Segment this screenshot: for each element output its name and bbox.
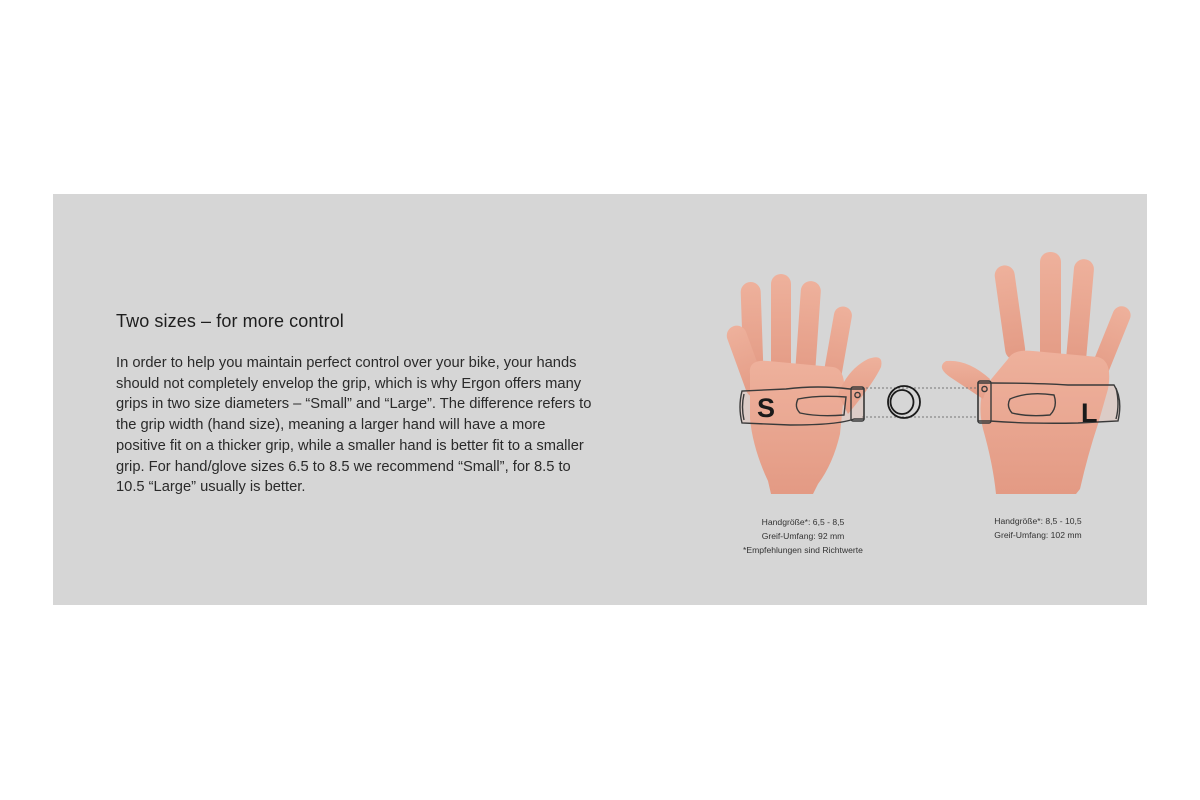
- grip-size-figure: [678, 249, 1138, 579]
- small-size-letter: S: [757, 393, 776, 423]
- large-grip-outline: [978, 381, 1120, 423]
- large-grip-circumference: Greif-Umfang: 102 mm: [994, 530, 1082, 540]
- info-panel: [53, 194, 1147, 605]
- small-hand-size: Handgröße*: 6,5 - 8,5: [761, 517, 845, 527]
- large-size-letter: L: [1081, 398, 1098, 428]
- small-grip-specs: [718, 515, 888, 557]
- recommendation-footnote: *Empfehlungen sind Richtwerte: [743, 545, 863, 555]
- large-grip-specs: [963, 514, 1113, 542]
- small-grip-circumference: Greif-Umfang: 92 mm: [761, 531, 845, 541]
- grip-cross-section-icon: [888, 386, 920, 418]
- section-body: In order to help you maintain perfect control over your bike, your hands should not completely envelop the grip, which is why Ergon offers many grips in two size diameters – “Small” and “Large”. The difference refers to the grip width (hand size), meaning a larger hand will have a more positive fit on a thicker grip, while a smaller hand is better fit to a smaller grip. For hand/glove sizes 6.5 to 8.5 we recommend “Small”, for 8.5 to 10.5 “Large” usually is better.: [116, 355, 592, 496]
- large-hand: [942, 252, 1133, 494]
- small-hand: [724, 274, 882, 494]
- section-heading: Two sizes – for more control: [116, 311, 344, 331]
- large-hand-size: Handgröße*: 8,5 - 10,5: [994, 516, 1082, 526]
- hands-illustration: [678, 249, 1138, 509]
